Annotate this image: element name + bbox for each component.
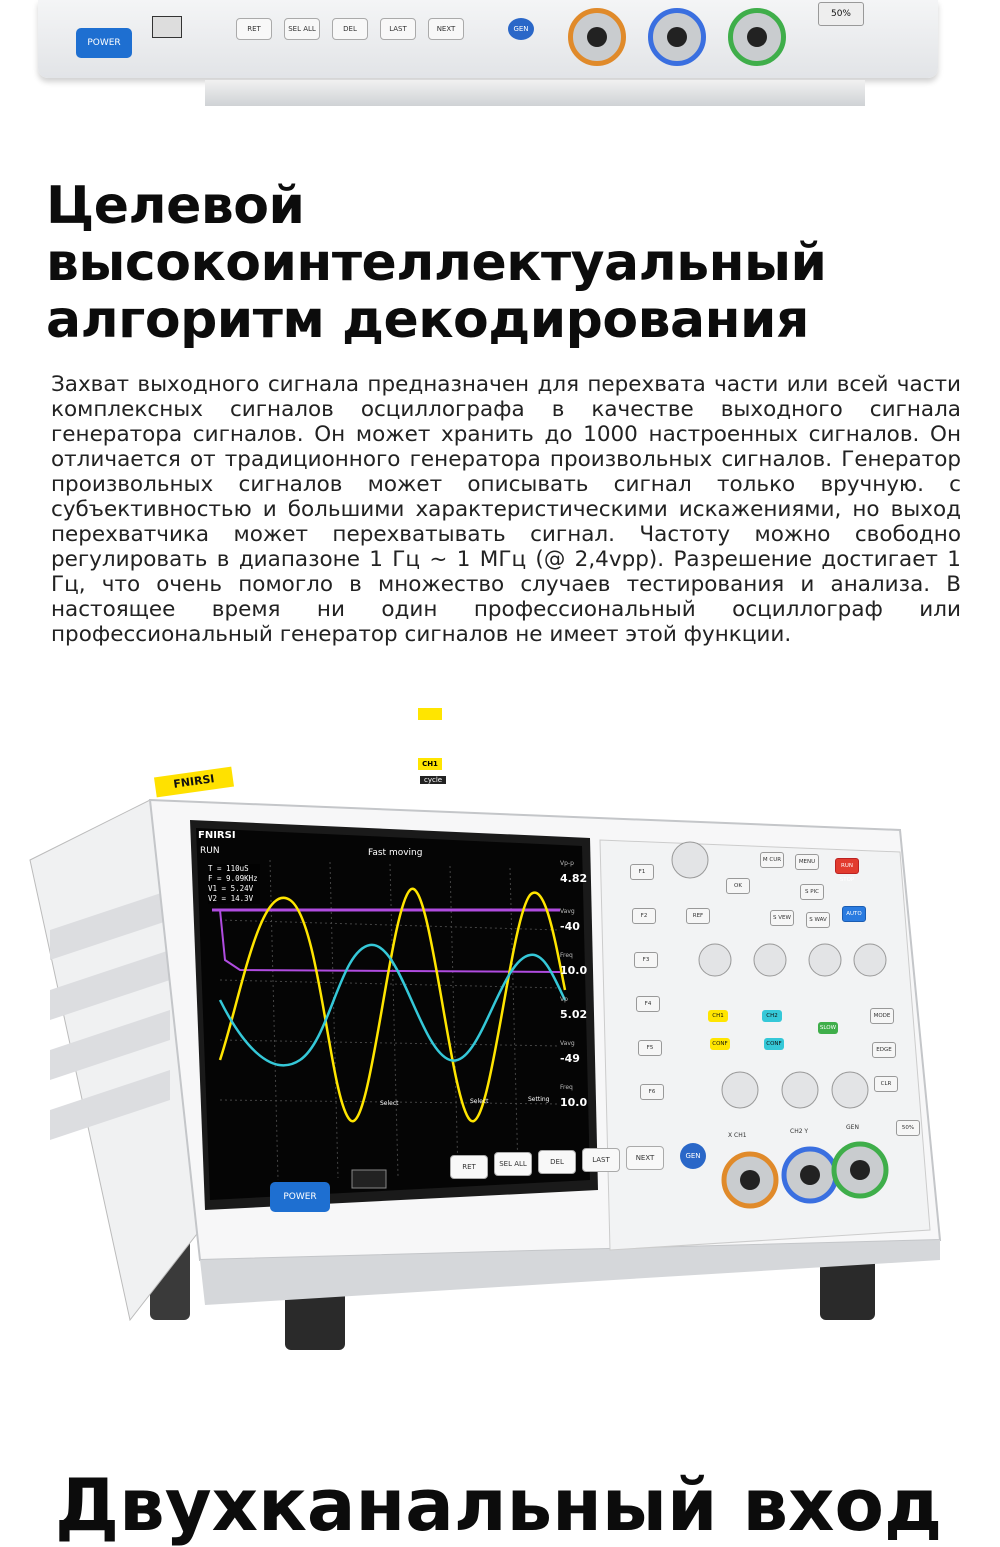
front-sel-all-button: SEL ALL <box>494 1152 532 1176</box>
gen-bnc-connector-icon <box>728 8 786 66</box>
ch2-bnc-connector-icon <box>648 8 706 66</box>
cycle-label: cycle <box>420 776 446 784</box>
device-base <box>205 80 865 106</box>
m-cur-key: M CUR <box>760 852 784 868</box>
measurement-value: 10.0 <box>560 1096 588 1109</box>
device-body <box>38 0 938 78</box>
mode-indicator: Fast moving <box>368 848 423 858</box>
fifty-percent-key: 50% <box>896 1120 920 1136</box>
measurement-label: Freq <box>560 952 573 959</box>
clr-key: CLR <box>874 1076 898 1092</box>
f5-key: F5 <box>638 1040 662 1056</box>
ch2-conf-key: CONF <box>764 1038 784 1050</box>
usb-port-icon <box>152 16 182 38</box>
del-button: DEL <box>332 18 368 40</box>
measurement <box>560 1084 587 1110</box>
measurement-value: 10.0 <box>560 964 588 977</box>
ch1-label: CH1 <box>418 758 442 770</box>
softkey-label: Select <box>470 1098 489 1105</box>
measurement-value: -49 <box>560 1052 580 1065</box>
edge-key: EDGE <box>872 1042 896 1058</box>
s-pic-key: S PIC <box>800 884 824 900</box>
measurement-label: Vp <box>560 996 568 1003</box>
ret-button: RET <box>236 18 272 40</box>
sel-all-button: SEL ALL <box>284 18 320 40</box>
description-paragraph: Захват выходного сигнала предназначен для перехвата части или всей части комплексных сигналов осциллографа в качестве выходного сигнала генератора сигналов. Он может хранить до 1000 настроенных сигналов. Он отличается от традиционного генератора произвольных сигналов. Генератор произвольных сигналов может описывать сигнал только вручную. с субъективностью и большими характеристическими искажениями, но выход перехватчика может перехватывать сигнал. Частоту можно свободно регулировать в диапазоне 1 Гц ~ 1 МГц (@ 2,4vpp). Разрешение достигает 1 Гц, что очень помогло в множество случаев тестирования и анализа. В настоящее время ни один профессиональный осциллограф или профессиональный генератор сигналов не имеет этой функции. <box>51 372 961 647</box>
ch2-input-label: CH2 Y <box>790 1128 809 1135</box>
measurement-value: 4.82 <box>560 872 588 885</box>
ch1-conf-key: CONF <box>710 1038 730 1050</box>
front-power-button: POWER <box>270 1182 330 1212</box>
front-next-button: NEXT <box>626 1146 664 1170</box>
measurement-label: Vavg <box>560 908 575 915</box>
s-vew-key: S VEW <box>770 910 794 926</box>
readout-line: F = 9.09KHz <box>208 874 258 883</box>
f6-key: F6 <box>640 1084 664 1100</box>
gen-button: GEN <box>508 18 534 40</box>
f2-key: F2 <box>632 908 656 924</box>
s-wav-key: S WAV <box>806 912 830 928</box>
ref-key: REF <box>686 908 710 924</box>
front-del-button: DEL <box>538 1150 576 1174</box>
ch1-bnc-connector-icon <box>568 8 626 66</box>
cursor-readout <box>208 864 260 904</box>
front-ret-button: RET <box>450 1155 488 1179</box>
run-stop-key: RUN STOP <box>835 858 859 874</box>
softkey-label: Select <box>380 1100 399 1107</box>
ch1-marker <box>418 708 442 720</box>
measurement <box>560 1040 580 1066</box>
power-button: POWER <box>76 28 132 58</box>
brand-label: FNIRSI <box>154 767 234 798</box>
front-last-button: LAST <box>582 1148 620 1172</box>
readout-line: T = 110uS <box>208 864 249 873</box>
slow-key: SLOW <box>818 1022 838 1034</box>
measurement-label: Freq <box>560 1084 573 1091</box>
measurement-value: -40 <box>560 920 580 933</box>
oscilloscope-photo <box>0 760 1000 1360</box>
auto-key: AUTO <box>842 906 866 922</box>
next-section-heading: Двухканальный вход <box>55 1463 943 1547</box>
f4-key: F4 <box>636 996 660 1012</box>
readout-line: V1 = 5.24V <box>208 884 254 893</box>
measurement-label: Vp-p <box>560 860 574 867</box>
measurement-label: Vavg <box>560 1040 575 1047</box>
measurement <box>560 996 587 1022</box>
next-button: NEXT <box>428 18 464 40</box>
ch1-key: CH1 <box>708 1010 728 1022</box>
measurement-value: 5.02 <box>560 1008 588 1021</box>
fifty-percent-button: 50% <box>818 2 864 26</box>
ch1-input-label: X CH1 <box>728 1132 747 1139</box>
run-status: RUN <box>200 846 220 856</box>
page-title: Целевой высокоинтеллектуальный алгоритм декодирования <box>46 176 827 350</box>
gen-output-label: GEN <box>846 1124 859 1131</box>
front-gen-button: GEN <box>680 1143 706 1169</box>
ch2-key: CH2 <box>762 1010 782 1022</box>
top-device-photo <box>0 0 1000 118</box>
ok-key: OK <box>726 878 750 894</box>
last-button: LAST <box>380 18 416 40</box>
menu-key: MENU <box>795 854 819 870</box>
f3-key: F3 <box>634 952 658 968</box>
measurement <box>560 908 580 934</box>
mode-key: MODE <box>870 1008 894 1024</box>
oscilloscope-body-drawing <box>0 760 1000 1360</box>
screen-brand-logo: FNIRSI <box>198 830 236 841</box>
measurement <box>560 952 587 978</box>
measurement <box>560 860 587 886</box>
readout-line: V2 = 14.3V <box>208 894 254 903</box>
f1-key: F1 <box>630 864 654 880</box>
softkey-label: Setting <box>528 1096 550 1103</box>
